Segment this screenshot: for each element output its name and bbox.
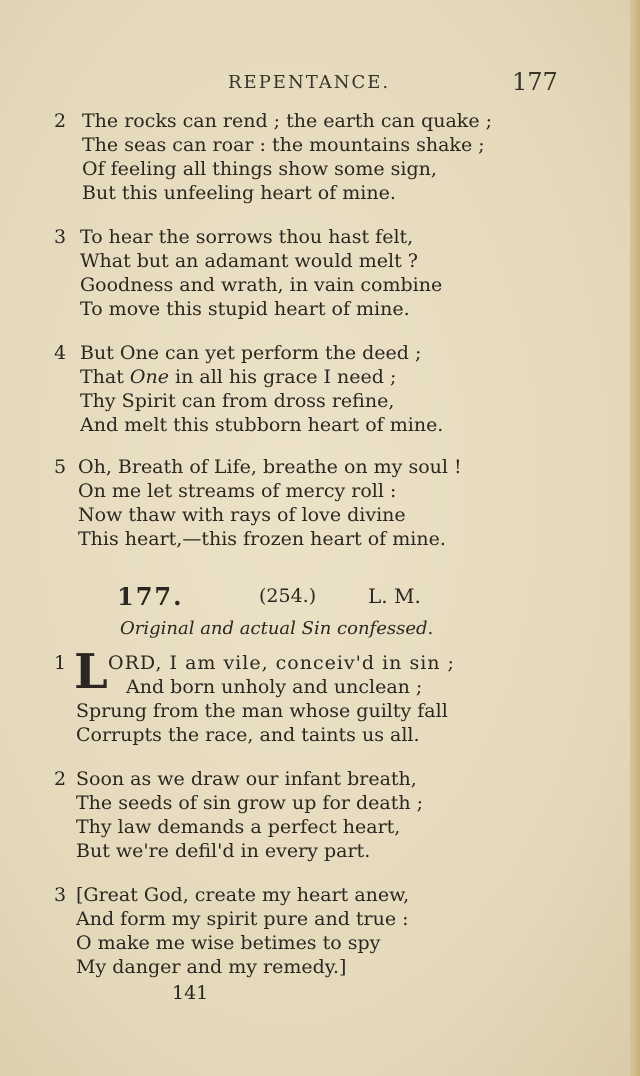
verse-line: Thy law demands a perfect heart, xyxy=(76,816,401,838)
verse-line: Goodness and wrath, in vain combine xyxy=(80,274,443,296)
verse-line: The seeds of sin grow up for death ; xyxy=(76,792,424,814)
verse-line: O make me wise betimes to spy xyxy=(76,932,381,954)
verse-line: Oh, Breath of Life, breathe on my soul ! xyxy=(78,456,462,478)
verse-line: But One can yet perform the deed ; xyxy=(80,342,422,364)
hymn-heading xyxy=(0,582,640,616)
stanza-number: 2 xyxy=(54,110,67,132)
tune-reference: (254.) xyxy=(259,585,317,607)
verse-line: ORD, I am vile, conceiv'd in sin ; xyxy=(108,652,455,674)
verse-line: [Great God, create my heart anew, xyxy=(76,884,410,906)
verse-line: Corrupts the race, and taints us all. xyxy=(76,724,420,746)
page-header xyxy=(0,68,640,102)
meter: L. M. xyxy=(368,584,421,608)
page-number: 177 xyxy=(512,68,558,96)
signature-number: 141 xyxy=(172,982,209,1004)
hymn-number: 177. xyxy=(117,582,184,611)
verse-line: That One in all his grace I need ; xyxy=(80,366,397,388)
verse-line: My danger and my remedy.] xyxy=(76,956,347,978)
stanza-number: 2 xyxy=(54,768,67,790)
verse-line: But we're defil'd in every part. xyxy=(76,840,371,862)
verse-line: Of feeling all things show some sign, xyxy=(82,158,437,180)
verse-line: To move this stupid heart of mine. xyxy=(80,298,410,320)
verse-line: And form my spirit pure and true : xyxy=(76,908,409,930)
verse-line: On me let streams of mercy roll : xyxy=(78,480,397,502)
verse-line: And born unholy and unclean ; xyxy=(126,676,423,698)
verse-line: Now thaw with rays of love divine xyxy=(78,504,406,526)
stanza-number: 3 xyxy=(54,884,67,906)
drop-cap: L xyxy=(74,644,108,700)
stanza-number: 1 xyxy=(54,652,67,674)
verse-line: This heart,—this frozen heart of mine. xyxy=(78,528,446,550)
verse-line: To hear the sorrows thou hast felt, xyxy=(80,226,414,248)
running-title: REPENTANCE. xyxy=(228,72,391,93)
verse-line: The seas can roar : the mountains shake ; xyxy=(82,134,485,156)
verse-line: Sprung from the man whose guilty fall xyxy=(76,700,448,722)
verse-line: The rocks can rend ; the earth can quake ; xyxy=(82,110,493,132)
verse-line: And melt this stubborn heart of mine. xyxy=(80,414,444,436)
hymn-subtitle: Original and actual Sin confessed. xyxy=(120,618,434,639)
stanza-number: 3 xyxy=(54,226,67,248)
verse-line: But this unfeeling heart of mine. xyxy=(82,182,396,204)
verse-line: Thy Spirit can from dross refine, xyxy=(80,390,395,412)
verse-line: Soon as we draw our infant breath, xyxy=(76,768,417,790)
page-edge xyxy=(630,0,640,1076)
stanza-number: 5 xyxy=(54,456,67,478)
stanza-number: 4 xyxy=(54,342,67,364)
verse-line: What but an adamant would melt ? xyxy=(80,250,418,272)
